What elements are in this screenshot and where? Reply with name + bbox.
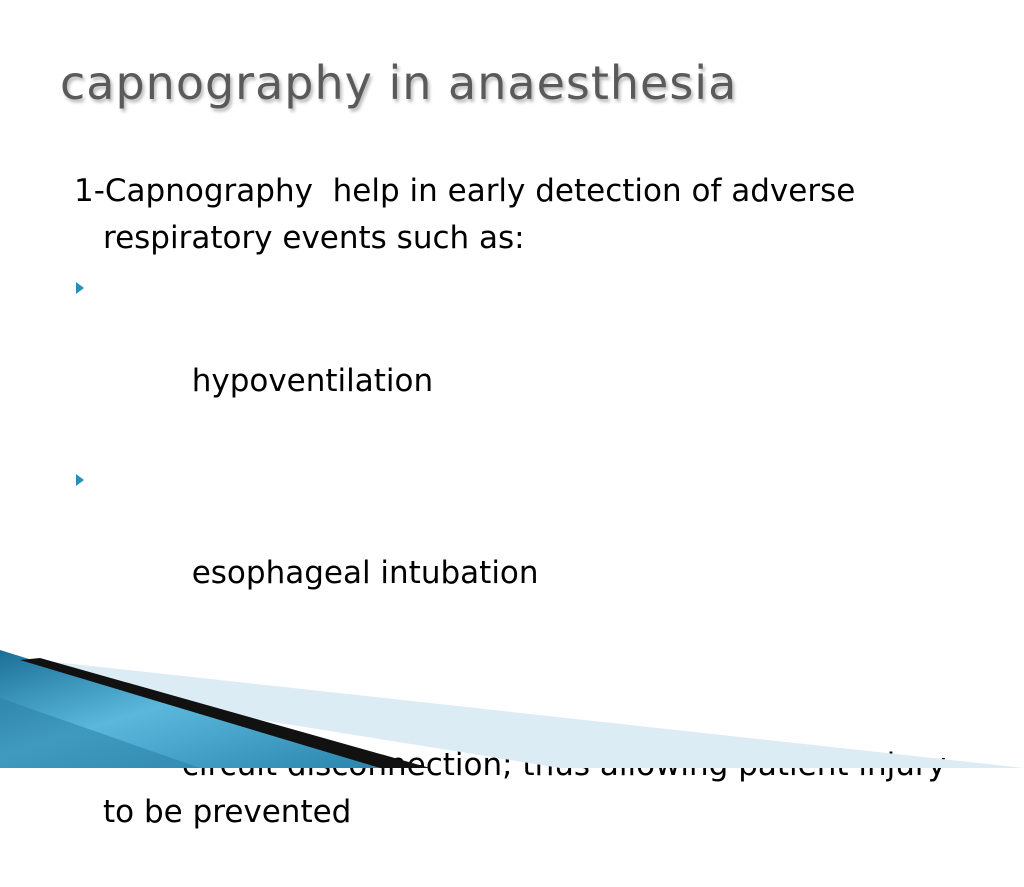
triangle-bullet-icon — [76, 474, 84, 486]
slide-title: capnography in anaesthesia — [60, 56, 738, 110]
bullet-item-hypoventilation — [74, 264, 974, 452]
triangle-bullet-icon — [76, 282, 84, 294]
slide-body — [74, 168, 974, 887]
bullet-list — [74, 264, 974, 883]
bullet-item-esophageal-intubation — [74, 456, 974, 644]
bottom-wave-decoration — [0, 638, 1024, 768]
bullet-text: hypoventilation — [181, 363, 434, 399]
bullet-text: esophageal intubation — [181, 555, 539, 591]
bullet-text: to be prevented — [103, 794, 352, 830]
intro-text: 1-Capnography help in early detection of adverse respiratory events such as: — [74, 173, 866, 256]
